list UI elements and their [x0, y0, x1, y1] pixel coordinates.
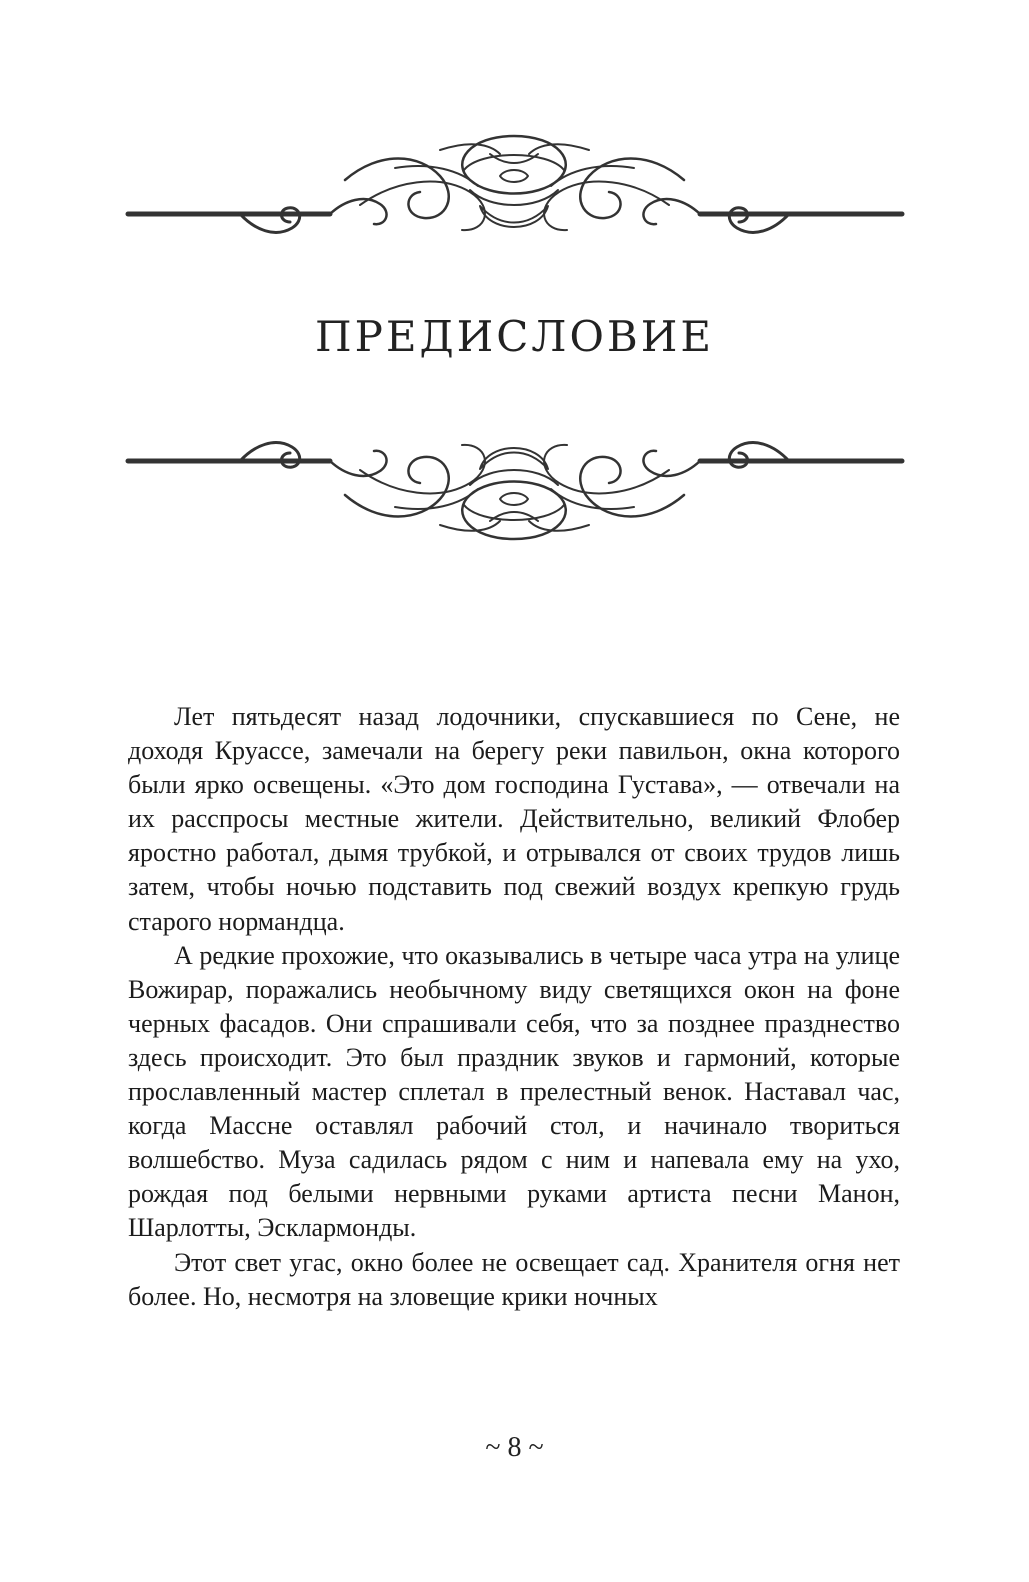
paragraph: А редкие прохожие, что оказывались в четыре часа утра на улице Вожирар, поражались необычному виду светящихся окон на фоне черных фасадов. Они спрашивали себя, что за позднее празднество здесь происходит. Это был праздник звуков и гармоний, которые прославленный мастер сплетал в прелестный венок. Наставал час, когда Массне оставлял рабочий стол, и начинало твориться волшебство. Муза садилась рядом с ним и напевала ему на ухо, рождая под белыми нервными руками артиста песни Манон, Шарлотты, Эсклармонды. [128, 940, 900, 1243]
body-text [128, 700, 900, 1314]
ornament-top-flourish [0, 110, 1029, 250]
ornament-bottom-flourish [0, 415, 1029, 555]
flourish-icon [0, 415, 1029, 555]
paragraph: Этот свет угас, окно более не освещает сад. Хранителя огня нет более. Но, несмотря на зловещие крики ночных [128, 1247, 900, 1311]
flourish-icon [0, 110, 1029, 250]
page-number: ~ 8 ~ [485, 1432, 544, 1463]
paragraph: Лет пятьдесят назад лодочники, спускавшиеся по Сене, не доходя Круассе, замечали на берегу реки павильон, окна которого были ярко освещены. «Это дом господина Густава», — отвечали на их расспросы местные жители. Действительно, великий Флобер яростно работал, дымя трубкой, и отрывался от своих трудов лишь затем, чтобы ночью подставить под свежий воздух крепкую грудь старого нормандца. [128, 702, 900, 936]
page-title: ПРЕДИСЛОВИЕ [314, 312, 715, 361]
